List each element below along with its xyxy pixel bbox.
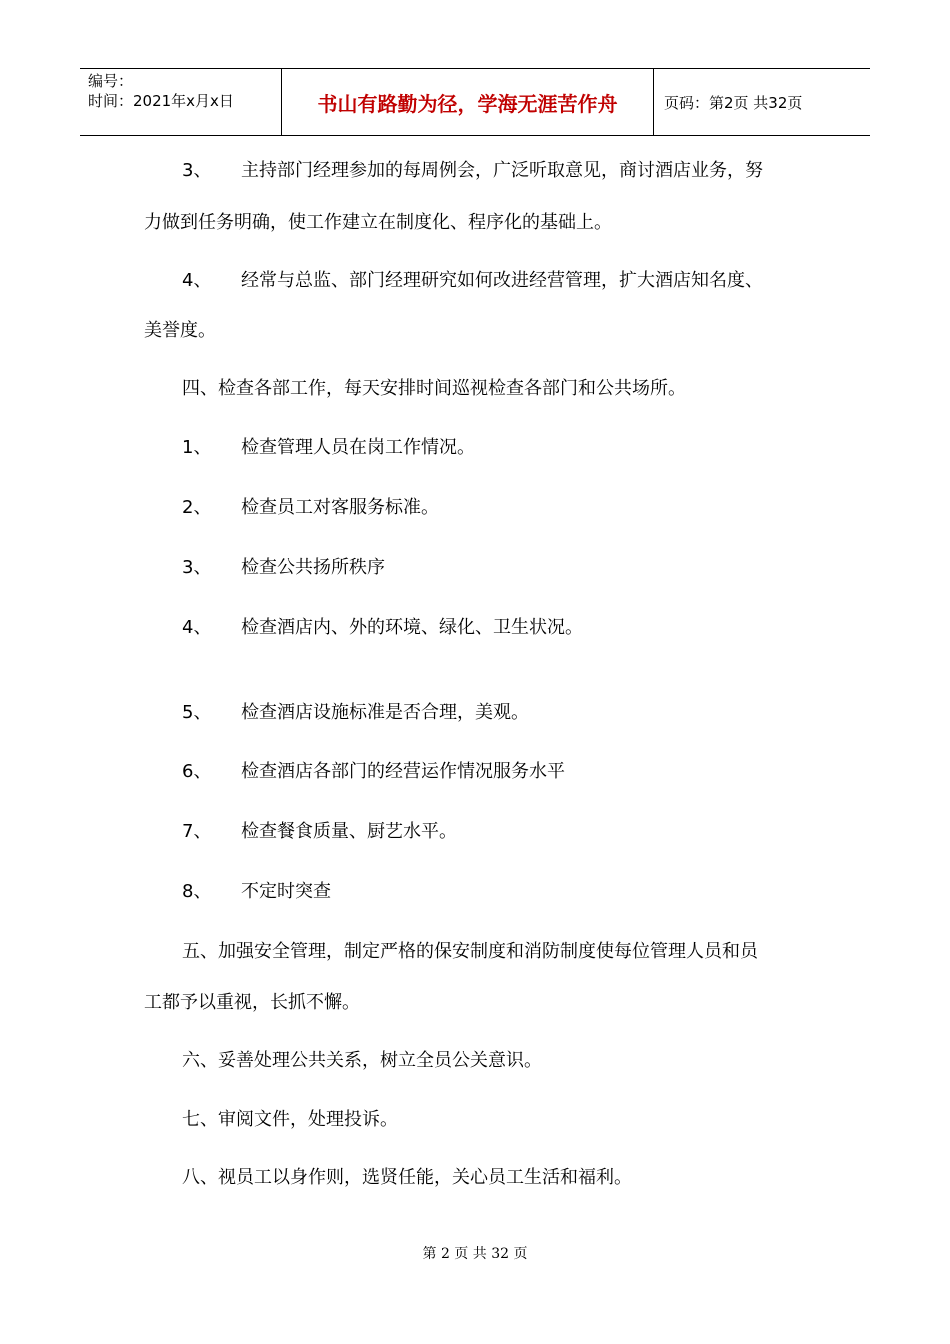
- item-number: 1、: [182, 437, 212, 458]
- header-page-label: 页码：第2页 共32页: [664, 93, 803, 112]
- item-number: 3、: [182, 160, 212, 181]
- item-text: 检查餐食质量、厨艺水平。: [241, 821, 457, 842]
- section-heading: 五、加强安全管理，制定严格的保安制度和消防制度使每位管理人员和员: [182, 941, 758, 962]
- item-number: 2、: [182, 497, 212, 518]
- doc-number-label: 编号：: [88, 72, 134, 90]
- section-heading: 七、审阅文件，处理投诉。: [182, 1109, 398, 1130]
- item-text: 检查管理人员在岗工作情况。: [241, 437, 475, 458]
- header-meta: [80, 69, 282, 135]
- item-number: 4、: [182, 270, 212, 291]
- item-text-continuation: 美誉度。: [144, 320, 216, 341]
- item-number: 6、: [182, 761, 212, 782]
- item-text: 经常与总监、部门经理研究如何改进经营管理，扩大酒店知名度、: [241, 270, 763, 291]
- item-text: 检查公共扬所秩序: [241, 557, 385, 578]
- section-heading: 六、妥善处理公共关系，树立全员公关意识。: [182, 1050, 542, 1071]
- item-number: 3、: [182, 557, 212, 578]
- item-text: 检查酒店设施标准是否合理，美观。: [241, 702, 529, 723]
- page-footer: 第 2 页 共 32 页: [422, 1246, 528, 1262]
- item-number: 4、: [182, 617, 212, 638]
- section-heading: 八、视员工以身作则，选贤任能，关心员工生活和福利。: [182, 1167, 632, 1188]
- item-text: 检查酒店内、外的环境、绿化、卫生状况。: [241, 617, 583, 638]
- item-number: 8、: [182, 881, 212, 902]
- section-continuation: 工都予以重视，长抓不懈。: [144, 992, 360, 1013]
- item-text: 检查酒店各部门的经营运作情况服务水平: [241, 761, 565, 782]
- doc-date-label: 时间：2021年x月x日: [88, 92, 234, 110]
- item-text: 检查员工对客服务标准。: [241, 497, 439, 518]
- header-motto: 书山有路勤为径，学海无涯苦作舟: [282, 69, 654, 135]
- item-text: 主持部门经理参加的每周例会，广泛听取意见，商讨酒店业务，努: [241, 160, 763, 181]
- item-number: 5、: [182, 702, 212, 723]
- item-text-continuation: 力做到任务明确，使工作建立在制度化、程序化的基础上。: [144, 212, 612, 233]
- item-text: 不定时突查: [241, 881, 331, 902]
- section-heading: 四、检查各部工作，每天安排时间巡视检查各部门和公共场所。: [182, 378, 686, 399]
- page-header: [80, 68, 870, 136]
- item-number: 7、: [182, 821, 212, 842]
